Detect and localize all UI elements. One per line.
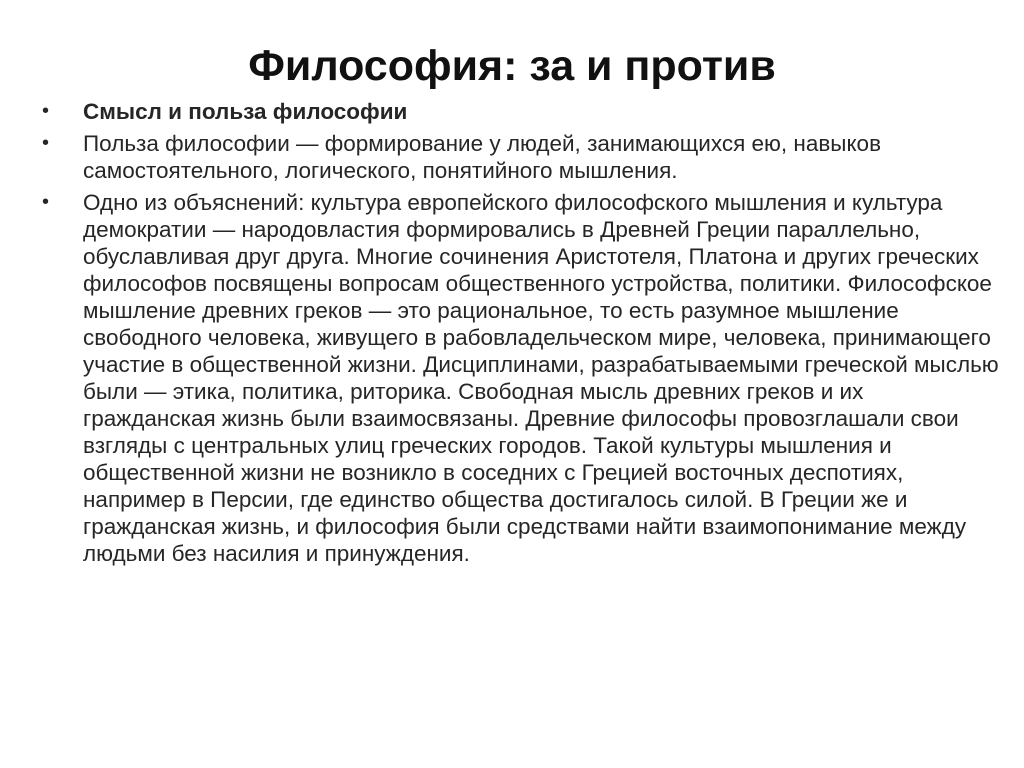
bullet-marker: • [42,100,50,122]
bullet-marker: • [42,132,50,154]
bullet-text: Одно из объяснений: культура европейского философского мышления и культура демократии — народовластия формировались в Древней Греции параллельно, обуславливая друг друга. Многие сочинения Аристотеля, Платона и других греческих философов посвящены вопросам общественного устройства, политики. Философское мышление древних греков — это рациональное, то есть разумное мышление свободного человека, живущего в рабовладельческом мире, человека, принимающего участие в общественной жизни. Дисциплинами, разрабатываемыми греческой мыслью были — этика, политика, риторика. Свободная мысль древних греков и их гражданская жизнь были взаимосвязаны. Древние философы провозглашали свои взгляды с центральных улиц греческих городов. Такой культуры мышления и общественной жизни не возникло в соседних с Грецией восточных деспотиях, например в Персии, где единство общества достигалось силой. В Греции же и гражданская жизнь, и философия были средствами найти взаимопонимание между людьми без насилия и принуждения. [83,190,999,566]
bullet-item-explanation [38,189,1000,567]
bullet-marker: • [42,191,50,213]
bullet-list [38,98,1000,572]
slide-title: Философия: за и против [248,42,776,90]
bullet-item-heading [38,98,1000,125]
bullet-text: Польза философии — формирование у людей, занимающихся ею, навыков самостоятельного, логического, понятийного мышления. [83,131,882,183]
bullet-item-benefit [38,130,1000,184]
bullet-text: Смысл и польза философии [83,99,408,124]
